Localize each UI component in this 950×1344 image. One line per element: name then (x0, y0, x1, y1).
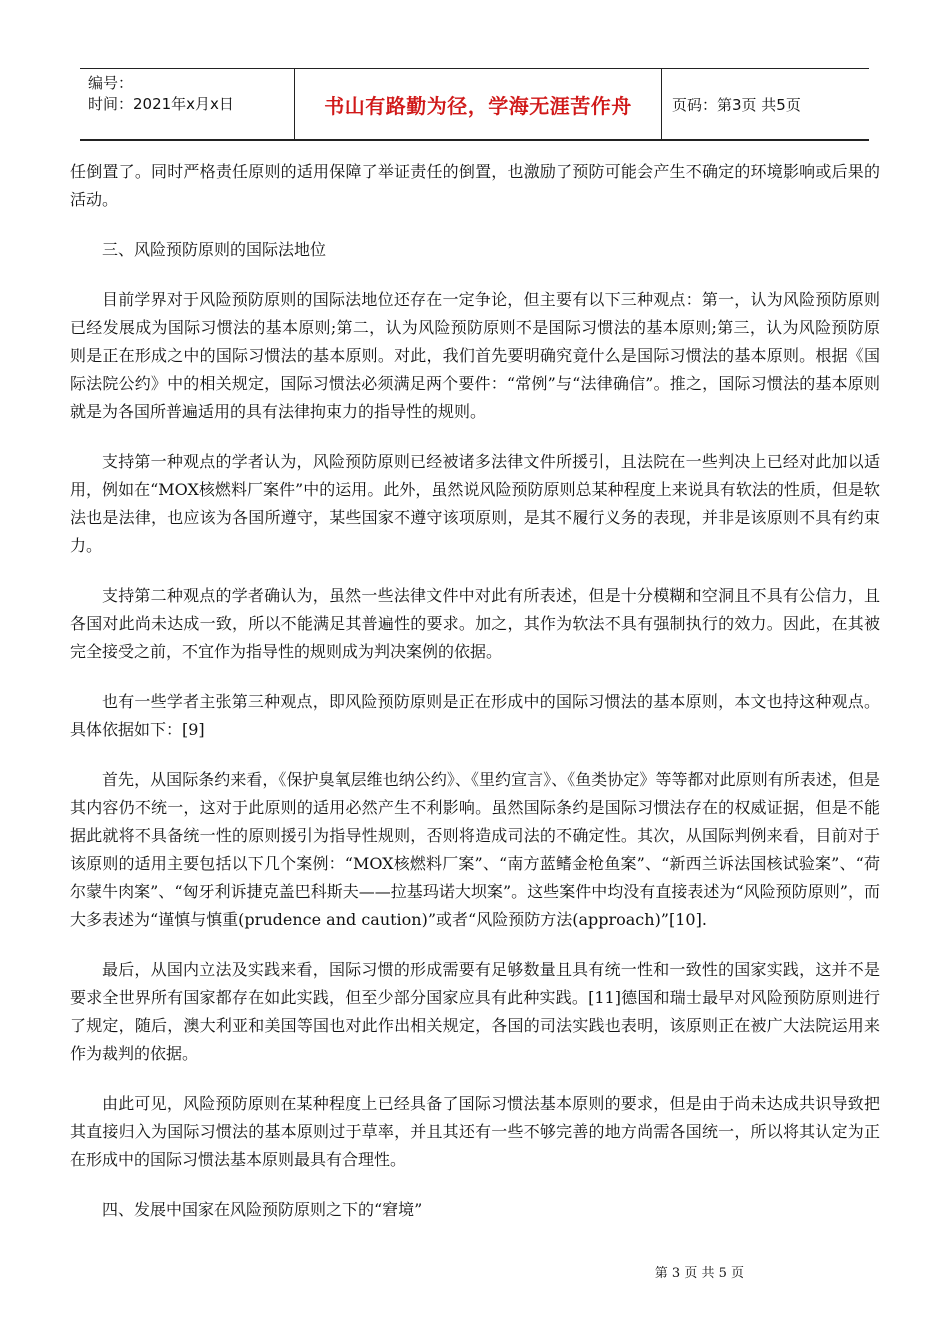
document-body (70, 158, 880, 1246)
paragraph: 支持第一种观点的学者认为，风险预防原则已经被诸多法律文件所援引，且法院在一些判决上已经对此加以适用，例如在“MOX核燃料厂案件”中的运用。此外，虽然说风险预防原则总某种程度上来说具有软法的性质，但是软法也是法律，也应该为各国所遵守，某些国家不遵守该项原则，是其不履行义务的表现，并非是该原则不具有约束力。 (70, 452, 880, 555)
document-number-label: 编号： (88, 74, 134, 92)
paragraph: 支持第二种观点的学者确认为，虽然一些法律文件中对此有所表述，但是十分模糊和空洞且不具有公信力，且各国对此尚未达成一致，所以不能满足其普遍性的要求。加之，其作为软法不具有强制执行的效力。因此，在其被完全接受之前，不宜作为指导性的规则成为判决案例的依据。 (70, 586, 880, 661)
page-footer: 第 3 页 共 5 页 (654, 1266, 744, 1281)
paragraph: 目前学界对于风险预防原则的国际法地位还存在一定争论，但主要有以下三种观点：第一，认为风险预防原则已经发展成为国际习惯法的基本原则;第二，认为风险预防原则不是国际习惯法的基本原则;第三，认为风险预防原则是正在形成之中的国际习惯法的基本原则。对此，我们首先要明确究竟什么是国际习惯法的基本原则。根据《国际法院公约》中的相关规定，国际习惯法必须满足两个要件：“常例”与“法律确信”。推之，国际习惯法的基本原则就是为各国所普遍适用的具有法律拘束力的指导性的规则。 (70, 290, 880, 421)
paragraph-continuation: 任倒置了。同时严格责任原则的适用保障了举证责任的倒置，也激励了预防可能会产生不确定的环境影响或后果的活动。 (70, 162, 880, 209)
page-header (80, 68, 869, 141)
header-page-info: 页码：第3页 共5页 (672, 95, 801, 114)
paragraph: 也有一些学者主张第三种观点，即风险预防原则是正在形成中的国际习惯法的基本原则，本文也持这种观点。具体依据如下：[9] (70, 692, 880, 739)
paragraph: 由此可见，风险预防原则在某种程度上已经具备了国际习惯法基本原则的要求，但是由于尚未达成共识导致把其直接归入为国际习惯法的基本原则过于草率，并且其还有一些不够完善的地方尚需各国统一，所以将其认定为正在形成中的国际习惯法基本原则最具有合理性。 (70, 1094, 880, 1169)
section-heading-4: 四、发展中国家在风险预防原则之下的“窘境” (102, 1200, 423, 1219)
paragraph: 最后，从国内立法及实践来看，国际习惯的形成需要有足够数量且具有统一性和一致性的国家实践，这并不是要求全世界所有国家都存在如此实践，但至少部分国家应具有此种实践。[11]德国和瑞士最早对风险预防原则进行了规定，随后，澳大利亚和美国等国也对此作出相关规定，各国的司法实践也表明，该原则正在被广大法院运用来作为裁判的依据。 (70, 960, 880, 1063)
header-meta-cell (80, 69, 295, 139)
document-time-label: 时间：2021年x月x日 (88, 95, 234, 113)
section-heading-3: 三、风险预防原则的国际法地位 (102, 240, 327, 259)
header-motto: 书山有路勤为径，学海无涯苦作舟 (295, 69, 662, 139)
paragraph: 首先，从国际条约来看，《保护臭氧层维也纳公约》、《里约宣言》、《鱼类协定》等等都对此原则有所表述，但是其内容仍不统一，这对于此原则的适用必然产生不利影响。虽然国际条约是国际习惯法存在的权威证据，但是不能据此就将不具备统一性的原则援引为指导性规则，否则将造成司法的不确定性。其次，从国际判例来看，目前对于该原则的适用主要包括以下几个案例：“MOX核燃料厂案”、“南方蓝鳍金枪鱼案”、“新西兰诉法国核试验案”、“荷尔蒙牛肉案”、“匈牙利诉捷克盖巴科斯夫——拉基玛诺大坝案”。这些案件中均没有直接表述为“风险预防原则”，而大多表述为“谨慎与慎重(prudence and caution)”或者“风险预防方法(approach)”[10]. (70, 770, 880, 929)
